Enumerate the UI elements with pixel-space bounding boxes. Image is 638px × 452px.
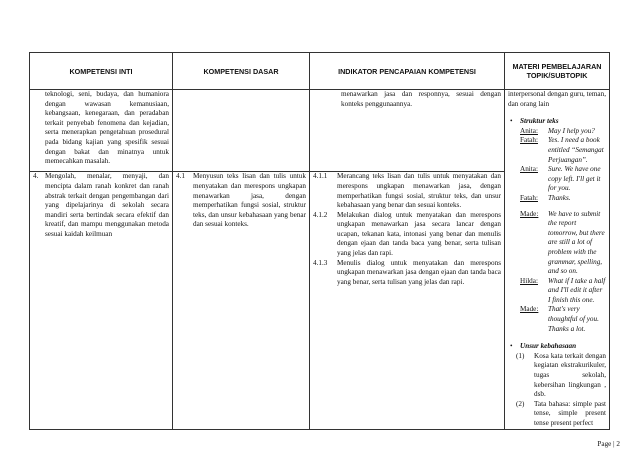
header-kompetensi-inti: KOMPETENSI INTI: [30, 53, 173, 90]
ki-text: Mengolah, menalar, menyaji, dan mencipta dalam ranah konkret dan ranah abstrak terkait dengan pengembangan dari yang dipelajarinya di sekolah secara mandiri serta bertindak secara efektif dan kreatif, dan mampu menggunakan metoda sesuai kaidah keilmuan: [45, 172, 169, 238]
materi-intro: interpersonal dengan guru, teman, dan orang lain: [508, 90, 606, 108]
ipk-continued-text: menawarkan jasa dan responnya, sesuai dengan konteks penggunaannya.: [341, 90, 501, 108]
bullet-icon: •: [510, 342, 513, 351]
kd-4-1-cell: [173, 172, 310, 429]
dialog-block: [508, 127, 606, 334]
list-item: (2) Tata bahasa: simple past tense, simple present tense present perfect: [516, 399, 606, 427]
kd-number: 4.1: [176, 172, 185, 181]
dialog-line: Anita: Sure. We have one copy left. I'll get it for you.: [520, 165, 601, 193]
kd-text: Menyusun teks lisan dan tulis untuk menyatakan dan merespons ungkapan menawarkan jasa, dengan memperhatikan fungsi sosial, struktur teks, dan unsur kebahasaan yang benar dan sesuai konteks.: [193, 172, 306, 229]
dialog-line: Hilda: What if I take a half and I'll edit it after I finish this one.: [520, 276, 606, 304]
header-indikator: INDIKATOR PENCAPAIAN KOMPETENSI: [310, 53, 505, 90]
document-page: [29, 52, 610, 430]
dialog-line: Fatah: Yes. I need a book entitled “Semangat Perjuangan”.: [520, 136, 604, 164]
table-header-row: [30, 53, 610, 90]
header-kompetensi-dasar: KOMPETENSI DASAR: [173, 53, 310, 90]
header-materi: MATERI PEMBELAJARAN TOPIK/SUBTOPIK: [505, 53, 610, 90]
indicator-item: 4.1.1 Merancang teks lisan dan tulis untuk menyatakan dan merespons ungkapan menawarkan jasa, dengan memperhatikan fungsi sosial, struktur teks, dan unsur kebahasaan yang benar dan sesuai konteks.: [313, 172, 501, 210]
indicator-item: 4.1.3 Menulis dialog untuk menyatakan dan merespons ungkapan menawarkan jasa dengan ejaan dan tanda baca yang benar, serta tulisan yang jelas dan rapi.: [313, 258, 501, 286]
competency-table: [29, 52, 610, 430]
materi-cell: [505, 90, 610, 430]
ki-continued-cell: [30, 90, 173, 172]
dialog-line: Fatah: Thanks.: [520, 193, 571, 202]
list-item: (1) Kosa kata terkait dengan kegiatan ekstrakurikuler, tugas sekolah, kebersihan lingkungan , dsb.: [516, 351, 606, 399]
ipk-continued-cell: [310, 90, 505, 172]
bullet-label: Struktur teks: [520, 117, 559, 126]
bullet-icon: •: [510, 117, 513, 126]
indicator-item: 4.1.2 Melakukan dialog untuk menyatakan dan merespons ungkapan menawarkan jasa secara lancar dengan ucapan, tekanan kata, intonasi yang benar dan menulis dengan ejaan dan tanda baca yang benar, serta tulisan yang jelas dan rapi.: [313, 210, 501, 258]
ki-4-cell: [30, 172, 173, 429]
table-row: [30, 90, 610, 172]
dialog-line: Anita: May I help you?: [520, 126, 595, 135]
page-number: Page | 2: [597, 440, 620, 448]
bullet-label: Unsur kebahasaan: [520, 342, 577, 351]
bullet-struktur-teks: [508, 117, 606, 127]
ki-continued-text: teknologi, seni, budaya, dan humaniora dengan wawasan kemanusiaan, kebangsaan, kenegaraan, dan peradaban terkait penyebab fenomena dan kejadian, serta menerapkan pengetahuan prosedural pada bidang kajian yang spesifik sesuai dengan bakat dan minatnya untuk memecahkan masalah.: [45, 90, 169, 166]
bullet-unsur-kebahasaan: [508, 342, 606, 352]
ipk-4-cell: [310, 172, 505, 429]
ki-number: 4.: [33, 172, 39, 181]
dialog-line: Made: We have to submit the report tomorrow, but there are still a lot of problem with the grammar, spelling, and so on.: [520, 209, 605, 276]
dialog-line: Made: That's very thoughtful of you. Thanks a lot.: [520, 305, 599, 333]
kd-empty-cell: [173, 90, 310, 172]
